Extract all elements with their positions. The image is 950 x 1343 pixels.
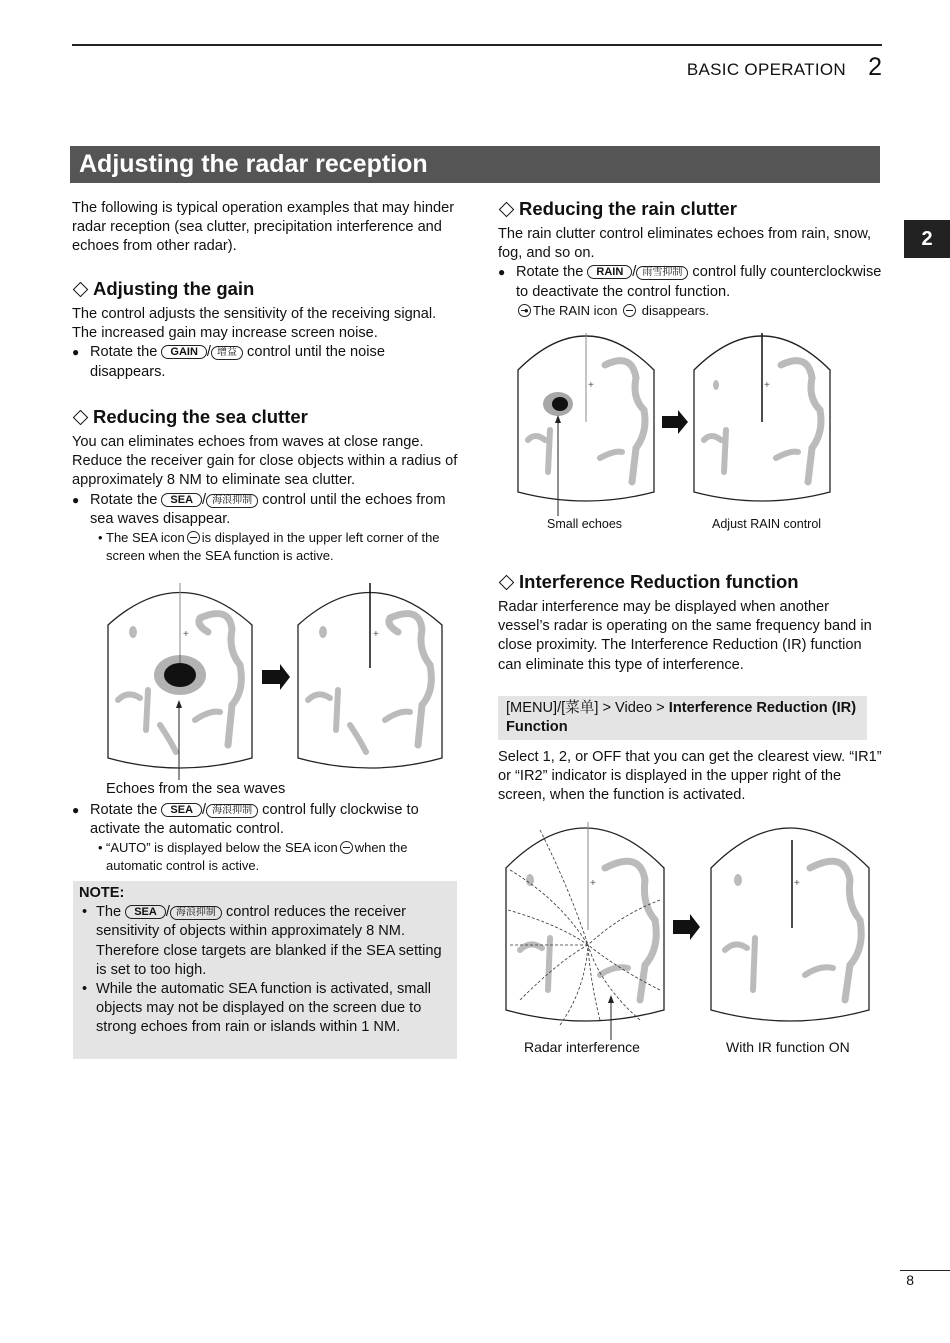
sea-bullet: ● Rotate the SEA / 海浪抑制 control until the echoes from sea waves disappear. xyxy=(72,491,462,529)
sea-key-cn: 海浪抑制 xyxy=(170,906,222,920)
sea-auto-bullet: ● Rotate the SEA / 海浪抑制 control fully clockwise to activate the automatic control. xyxy=(72,801,462,839)
radar-screen-ir-before xyxy=(506,822,664,1025)
svg-text:+: + xyxy=(794,878,800,889)
sea-key: SEA xyxy=(125,905,166,919)
note-title: NOTE: xyxy=(79,885,125,901)
rain-caption-right: Adjust RAIN control xyxy=(712,517,822,531)
rain-caption-left: Small echoes xyxy=(547,517,623,531)
section-title: BASIC OPERATION xyxy=(686,60,846,79)
ir-heading: Interference Reduction function xyxy=(498,571,883,593)
svg-text:+: + xyxy=(588,380,594,391)
ir-caption-right: With IR function ON xyxy=(726,1039,850,1055)
svg-text:+: + xyxy=(183,629,189,640)
chapter-tab: 2 xyxy=(904,220,950,258)
chapter-number: 2 xyxy=(868,53,882,81)
rain-key-cn: 雨雪抑制 xyxy=(636,266,688,280)
intro-paragraph: The following is typical operation examples that may hinder radar reception (sea clutter, precipitation interference and echoes from other radar). xyxy=(72,200,455,255)
sea-caption: Echoes from the sea waves xyxy=(106,781,286,797)
ir-body: Radar interference may be displayed when another vessel’s radar is operating on the same frequency band in close proximity. The Interference Reduction (IR) function can eliminate this type of interference. xyxy=(498,599,872,673)
sea-body: You can eliminates echoes from waves at close range. Reduce the receiver gain for close objects within a radius of approximately 8 NM to eliminate sea clutter. xyxy=(72,434,458,489)
ir-caption-left: Radar interference xyxy=(524,1039,640,1055)
sea-key-cn: 海浪抑制 xyxy=(206,494,258,508)
gain-bullet: ● Rotate the GAIN / 增益 control until the noise disappears. xyxy=(72,343,462,381)
sea-key: SEA xyxy=(161,803,202,817)
sea-sub-note: • The SEA icon is displayed in the upper left corner of the screen when the SEA function is active. xyxy=(72,529,462,564)
radar-screen-ir-after xyxy=(711,828,869,1021)
svg-text:+: + xyxy=(590,878,596,889)
svg-text:+: + xyxy=(373,629,379,640)
rain-bullet: ● Rotate the RAIN / 雨雪抑制 control fully counterclockwise to deactivate the control function. xyxy=(498,263,883,301)
menu-path-target: Interference Reduction (IR) Function xyxy=(506,700,857,735)
ir-after-text: Select 1, 2, or OFF that you can get the clearest view. “IR1” or “IR2” indicator is displayed in the upper right of the screen, when the function is activated. xyxy=(498,749,882,804)
sea-auto-sub-note: • “AUTO” is displayed below the SEA icon when the automatic control is active. xyxy=(72,839,462,874)
menu-path: [MENU]/[菜单] > Video > xyxy=(506,700,669,716)
svg-text:+: + xyxy=(764,380,770,391)
rain-key: RAIN xyxy=(587,265,632,279)
rain-body: The rain clutter control eliminates echoes from rain, snow, fog, and so on. xyxy=(498,226,872,262)
gain-key-cn: 增益 xyxy=(211,346,243,360)
gain-heading: Adjusting the gain xyxy=(72,278,462,300)
note-item-2: • While the automatic SEA function is activated, small objects may not be displayed on the screen due to strong echoes from rain or islands within 1 NM. xyxy=(79,980,451,1038)
footer-rule xyxy=(900,1270,950,1271)
sea-key-cn: 海浪抑制 xyxy=(206,804,258,818)
rain-heading: Reducing the rain clutter xyxy=(498,198,883,220)
page-title: Adjusting the radar reception xyxy=(70,146,880,183)
arrow-right-icon xyxy=(673,914,700,940)
rain-sub-note: • The RAIN icon disappears. xyxy=(498,302,883,320)
gain-body: The control adjusts the sensitivity of the receiving signal. The increased gain may increase screen noise. xyxy=(72,306,437,342)
sea-heading: Reducing the sea clutter xyxy=(72,406,462,428)
sea-key: SEA xyxy=(161,493,202,507)
gain-key: GAIN xyxy=(161,345,207,359)
page-number: 8 xyxy=(906,1272,914,1288)
note-item-1: • The SEA / 海浪抑制 control reduces the receiver sensitivity of objects within approximately 8 NM. Therefore close targets are blanked if the SEA setting is set to too high. xyxy=(79,903,451,980)
